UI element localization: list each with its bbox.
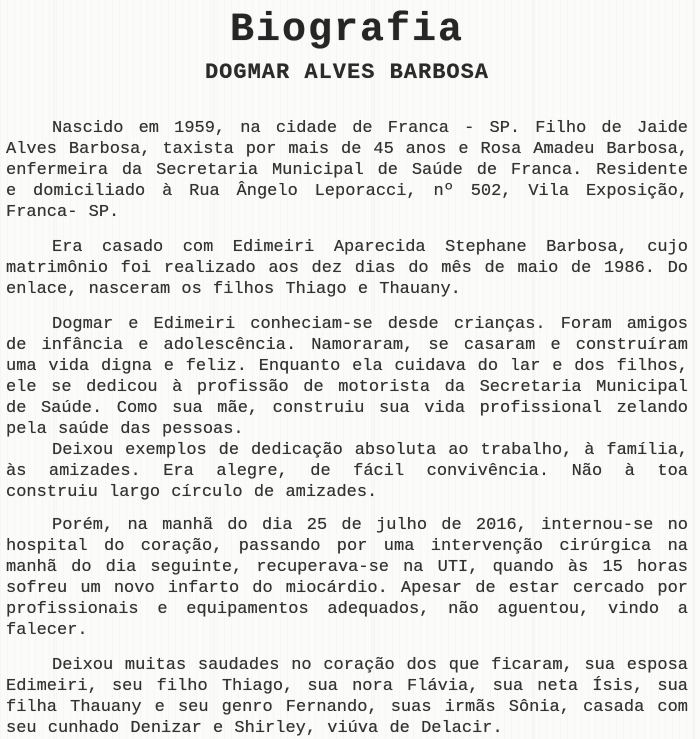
paragraph-marriage: Era casado com Edimeiri Aparecida Stephane Barbosa, cujo matrimônio foi realizado aos dez dias do mês de maio de 1986. Do enlace, nasceram os filhos Thiago e Thauany. [6,238,688,299]
document-title: Biografia [229,8,465,53]
paragraph-death: Porém, na manhã do dia 25 de julho de 2016, internou-se no hospital do coração, passando por uma intervenção cirúrgica na manhã do dia seguinte, recuperava-se na UTI, quando às 15 horas sofreu um novo infarto do miocárdio. Apesar de estar cercado por profissionais e equipamentos adequados, não aguentou, vindo a falecer. [6,516,688,640]
paragraph-birth-family: Nascido em 1959, na cidade de Franca - SP. Filho de Jaide Alves Barbosa, taxista por mais de 45 anos e Rosa Amadeu Barbosa, enfermeira da Secretaria Municipal de Saúde de Franca. Residente e domiciliado à Rua Ângelo Leporacci, nº 502, Vila Exposição, Franca- SP. [6,119,688,222]
paragraph-dedication: Deixou exemplos de dedicação absoluta ao trabalho, à família, às amizades. Era alegre, de fácil convivência. Não à toa construiu largo círculo de amizades. [6,441,688,502]
document-subtitle: DOGMAR ALVES BARBOSA [204,60,490,85]
paragraph-life-together: Dogmar e Edimeiri conheciam-se desde crianças. Foram amigos de infância e adolescência. Namoraram, se casaram e construíram uma vida digna e feliz. Enquanto ela cuidava do lar e dos filhos, ele se dedicou à profissão de motorista da Secretaria Municipal de Saúde. Como sua mãe, construiu sua vida profissional zelando pela saúde das pessoas. [6,315,688,439]
document-body [6,118,688,739]
paragraph-survivors: Deixou muitas saudades no coração dos que ficaram, sua esposa Edimeiri, seu filho Thiago, sua nora Flávia, sua neta Ísis, sua filha Thauany e seu genro Fernando, suas irmãs Sônia, casada com seu cunhado Denizar e Shirley, viúva de Delacir. [6,656,688,738]
